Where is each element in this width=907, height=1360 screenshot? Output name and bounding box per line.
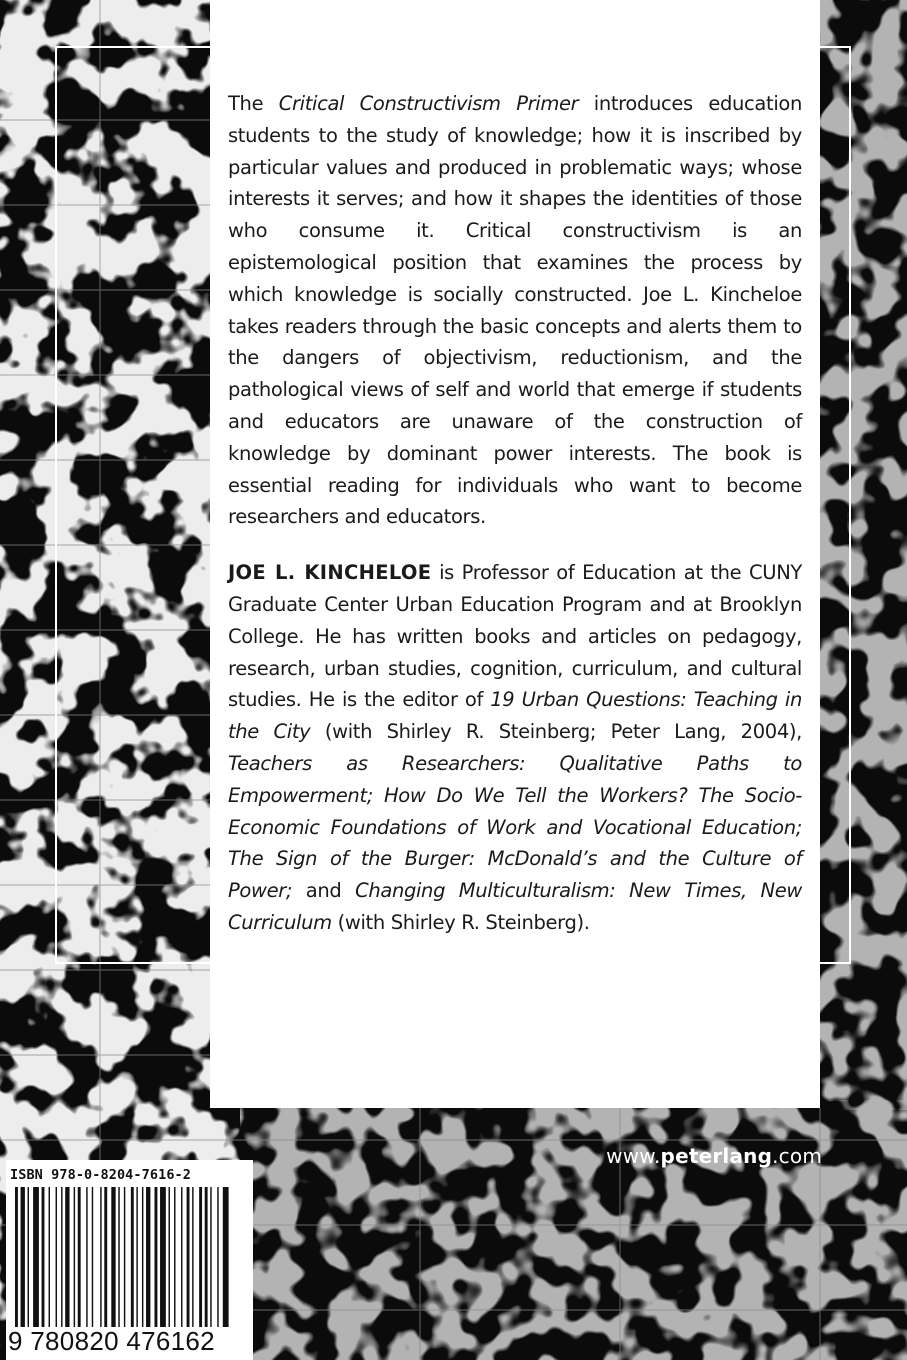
bio-text: is Professor of Education at the CUNY Graduate Center Urban Education Program and at Brooklyn College. He has written books and articles on pedagogy, research, urban studies, cognition, curriculum, and cultural studies. He is the editor of bbox=[228, 561, 802, 712]
url-name: peterlang bbox=[660, 1144, 773, 1168]
barcode-bar bbox=[192, 1187, 193, 1327]
barcode-bar bbox=[169, 1187, 170, 1327]
bio-book-title: Teachers as Researchers: Qualitative Paths to Empowerment; How Do We Tell the Workers? The Socio-Economic Foundations of Work and Vocational Education; The Sign of the Burger: McDonald’s and the Culture of Power; bbox=[228, 751, 802, 903]
barcode-bar bbox=[174, 1187, 175, 1327]
back-cover-copy bbox=[228, 88, 802, 939]
barcode-bar bbox=[187, 1187, 190, 1327]
book-title: Critical Constructivism Primer bbox=[278, 92, 579, 115]
frame-right-line bbox=[849, 46, 851, 964]
isbn-digits: 9 780820 476162 bbox=[8, 1326, 215, 1356]
barcode-bar bbox=[118, 1187, 119, 1327]
barcode-bar bbox=[131, 1187, 134, 1327]
barcode-bar bbox=[33, 1187, 39, 1327]
barcode-bar bbox=[78, 1187, 81, 1327]
barcode-bar bbox=[160, 1187, 166, 1327]
bio-book-title: 19 Urban Questions: Teaching in the City bbox=[228, 688, 803, 744]
barcode bbox=[14, 1187, 242, 1327]
barcode-bar bbox=[15, 1187, 18, 1327]
url-prefix: www. bbox=[606, 1144, 661, 1168]
barcode-bar bbox=[142, 1187, 143, 1327]
barcode-bar bbox=[199, 1187, 202, 1327]
barcode-bar bbox=[92, 1187, 93, 1327]
barcode-bar bbox=[42, 1187, 45, 1327]
author-name: JOE L. KINCHELOE bbox=[228, 561, 432, 585]
frame-left-line bbox=[55, 46, 57, 964]
barcode-bar bbox=[210, 1187, 211, 1327]
barcode-bar bbox=[65, 1187, 69, 1327]
barcode-bar bbox=[100, 1187, 101, 1327]
barcode-bar bbox=[155, 1187, 158, 1327]
barcode-bar bbox=[223, 1187, 229, 1327]
barcode-bar bbox=[49, 1187, 50, 1327]
barcode-bar bbox=[181, 1187, 182, 1327]
publisher-url[interactable] bbox=[606, 1144, 822, 1168]
isbn-label: ISBN 978-0-8204-7616-2 bbox=[10, 1167, 192, 1183]
barcode-bar bbox=[61, 1187, 62, 1327]
barcode-bar bbox=[28, 1187, 29, 1327]
description-text: introduces education students to the study of knowledge; how it is inscribed by particular values and produced in problematic ways; whose interests it serves; and how it shapes the identities of those who consume it. Critical constructivism is an epistemological position that examines the process by which knowledge is socially constructed. Joe L. Kincheloe takes readers through the basic concepts and alerts them to the dangers of objectivism, reductionism, and the pathological views of self and world that emerge if students and educators are unaware of the construction of knowledge by dominant power interests. The book is essential reading for individuals who want to become researchers and educators. bbox=[228, 92, 802, 529]
author-bio bbox=[228, 557, 802, 939]
barcode-bar bbox=[21, 1187, 25, 1327]
barcode-bar bbox=[205, 1187, 208, 1327]
bio-book-title: Changing Multiculturalism: New Times, New Curriculum bbox=[228, 879, 802, 934]
barcode-bar bbox=[146, 1187, 150, 1327]
barcode-bar bbox=[217, 1187, 218, 1327]
barcode-bar bbox=[56, 1187, 57, 1327]
barcode-bar bbox=[86, 1187, 87, 1327]
description-text: The bbox=[228, 92, 279, 115]
barcode-bar bbox=[111, 1187, 115, 1327]
book-description bbox=[228, 88, 802, 533]
bio-text: (with Shirley R. Steinberg; Peter Lang, 2004), bbox=[310, 720, 803, 744]
barcode-bar bbox=[74, 1187, 75, 1327]
barcode-bar bbox=[136, 1187, 137, 1327]
url-suffix: .com bbox=[772, 1144, 822, 1168]
barcode-bar bbox=[104, 1187, 107, 1327]
barcode-bar bbox=[124, 1187, 125, 1327]
bio-text: and bbox=[292, 879, 356, 903]
bio-text: (with Shirley R. Steinberg). bbox=[331, 910, 590, 934]
